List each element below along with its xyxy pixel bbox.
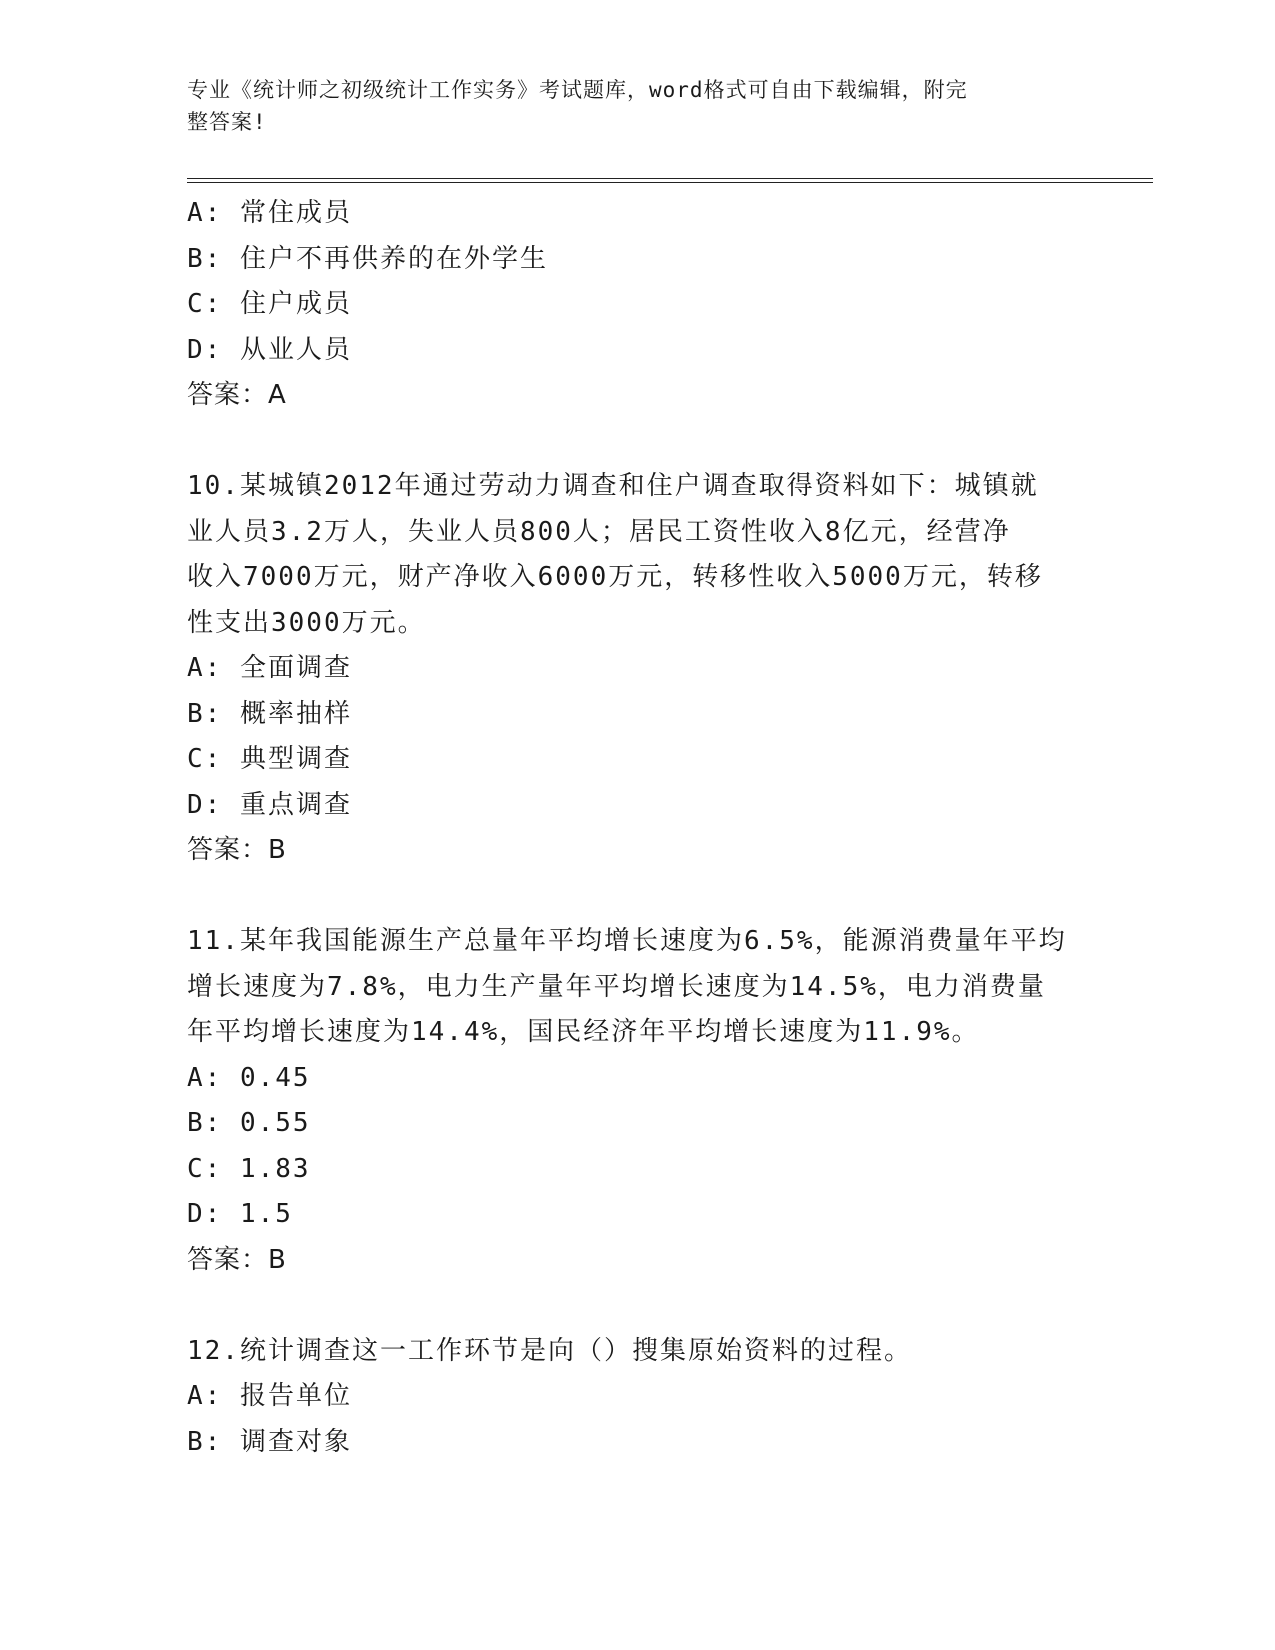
option-a: A: 常住成员 <box>187 198 352 228</box>
question-text-line: 年平均增长速度为14.4%，国民经济年平均增长速度为11.9%。 <box>187 1017 980 1047</box>
answer-line: 答案：B <box>187 1244 287 1275</box>
option-a: A: 全面调查 <box>187 653 352 683</box>
option-c: C: 住户成员 <box>187 289 352 319</box>
option-b: B: 0.55 <box>187 1108 311 1138</box>
question-10 <box>187 464 1087 874</box>
question-12 <box>187 1329 1087 1466</box>
question-text-line: 性支出3000万元。 <box>187 607 426 638</box>
question-text-line: 收入7000万元，财产净收入6000万元，转移性收入5000万元，转移 <box>187 562 1043 592</box>
question-text-line: 增长速度为7.8%，电力生产量年平均增长速度为14.5%，电力消费量 <box>187 971 1046 1002</box>
answer-line: 答案：B <box>187 835 287 865</box>
question-11 <box>187 919 1087 1283</box>
question-text-line: 12.统计调查这一工作环节是向（）搜集原始资料的过程。 <box>187 1335 912 1366</box>
spacer <box>187 1283 1087 1329</box>
header-divider <box>187 178 1153 183</box>
option-d: D: 1.5 <box>187 1199 293 1229</box>
option-a: A: 报告单位 <box>187 1381 352 1411</box>
option-d: D: 重点调查 <box>187 789 352 820</box>
question-list <box>187 191 1087 1465</box>
header-line-1: 专业《统计师之初级统计工作实务》考试题库，word格式可自由下载编辑，附完 <box>187 78 968 102</box>
option-a: A: 0.45 <box>187 1062 311 1093</box>
question-9 <box>187 191 1087 419</box>
spacer <box>187 419 1087 465</box>
option-b: B: 概率抽样 <box>187 698 352 729</box>
option-c: C: 典型调查 <box>187 744 352 774</box>
question-text-line: 业人员3.2万人，失业人员800人；居民工资性收入8亿元，经营净 <box>187 516 1011 547</box>
option-b: B: 住户不再供养的在外学生 <box>187 243 548 274</box>
question-text-line: 11.某年我国能源生产总量年平均增长速度为6.5%，能源消费量年平均 <box>187 926 1067 956</box>
header-line-2: 整答案! <box>187 110 267 134</box>
option-c: C: 1.83 <box>187 1153 311 1184</box>
answer-line: 答案：A <box>187 380 287 410</box>
option-b: B: 调查对象 <box>187 1426 352 1457</box>
question-text-line: 10.某城镇2012年通过劳动力调查和住户调查取得资料如下：城镇就 <box>187 471 1039 501</box>
option-d: D: 从业人员 <box>187 334 352 365</box>
spacer <box>187 874 1087 920</box>
document-header <box>187 74 1067 138</box>
